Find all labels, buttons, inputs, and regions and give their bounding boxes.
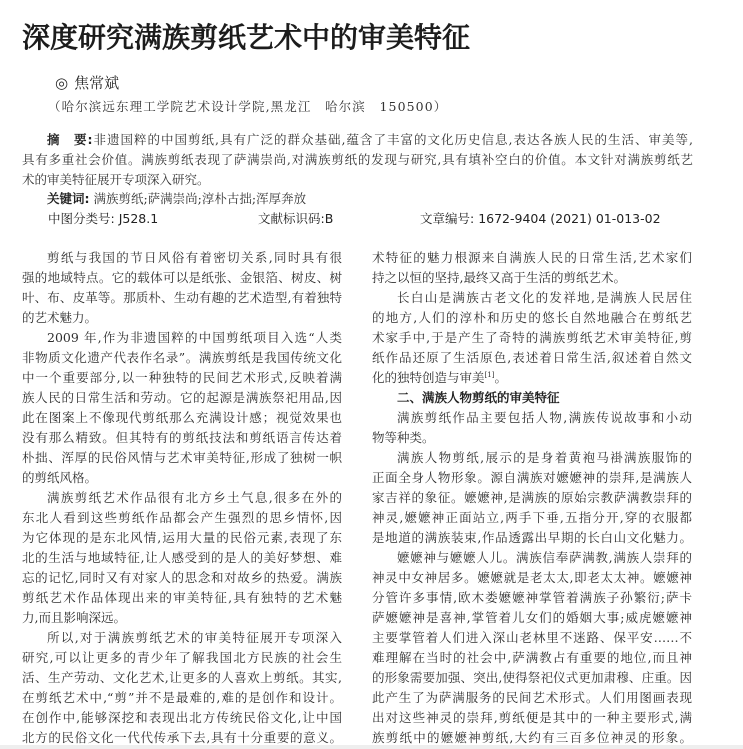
text-line: 主要掌管着人们进入深山老林里不迷路、保平安……不 (372, 630, 692, 645)
clc-value: J528.1 (114, 211, 159, 226)
text-line: 的剪纸风格。 (22, 470, 98, 485)
text-line: 是地道的满族装束,作品透露出早期的长白山文化魅力。 (372, 530, 692, 545)
text-line: 长白山是满族古老文化的发祥地,是满族人民居住 (397, 290, 692, 305)
paragraph (22, 628, 342, 748)
text-line: 东北人看到这些剪纸作品都会产生强烈的思乡情怀,因 (22, 510, 342, 525)
text-line: 此在图案上不像现代剪纸那么充满设计感；视觉效果也 (22, 410, 342, 425)
article-number-label: 文章编号: (420, 211, 475, 226)
body-column-right (372, 248, 692, 748)
article-title: 深度研究满族剪纸艺术中的审美特征 (22, 21, 471, 54)
paragraph (372, 248, 692, 288)
abstract-line (22, 130, 693, 150)
citation-reference: [1] (484, 371, 495, 379)
text-line: 朴拙、浑厚的民俗风情与艺术审美特征,形成了独树一帜 (22, 450, 342, 465)
text-line: 神灵中女神居多。嬷嬷就是老太太,即老太太神。嬷嬷神 (372, 570, 692, 585)
abstract (22, 130, 693, 190)
text-line: 中一个重要部分,以一种独特的民间艺术形式,反映着满 (22, 370, 342, 385)
text-line: 北方的民俗文化一代代传承下去,具有十分重要的意义。 (22, 730, 342, 745)
text-line: 在创作中,能够深挖和表现出北方传统民俗文化,让中国 (22, 710, 342, 725)
text-line: 满族剪纸艺术作品很有北方乡土气息,很多在外的 (47, 490, 342, 505)
text-line (372, 368, 692, 388)
article-number (420, 209, 661, 229)
text-line: 满族人物剪纸,展示的是身着黄袍马褂满族服饰的 (397, 450, 692, 465)
abstract-text: 非遗国粹的中国剪纸,具有广泛的群众基础,蕴含了丰富的文化历史信息,表达各族人民的生活、审美等, (92, 132, 693, 147)
text-line: 神灵,嬷嬷神正面站立,两手下垂,五指分开,穿的衣服都 (372, 510, 692, 525)
text-line: 物等种类。 (372, 430, 435, 445)
author-line (55, 73, 119, 93)
document-code-label: 文献标识码: (258, 211, 325, 226)
text-line: 嬷嬷神与嬷嬷人儿。满族信奉萨满教,满族人崇拜的 (397, 550, 692, 565)
text-line: 叶、布、皮革等。那质朴、生动有趣的艺术造型,有着独特 (22, 290, 342, 305)
text-line: 强的地域特点。它的载体可以是纸张、金银箔、树皮、树 (22, 270, 342, 285)
text-line: 研究,可以让更多的青少年了解我国北方民族的社会生 (22, 650, 342, 665)
paragraph (22, 328, 342, 488)
clc-label: 中图分类号: (48, 211, 115, 226)
text-line: 族人民的日常生活和劳动。它的起源是满族祭祀用品,因 (22, 390, 342, 405)
text-line: 的艺术魅力。 (22, 310, 98, 325)
text-line-content: 化的独特创造与审美 (372, 370, 485, 385)
text-line: 术家手中,于是产生了奇特的满族剪纸艺术审美特征,剪 (372, 330, 692, 345)
paragraph (22, 488, 342, 628)
keywords (47, 189, 306, 209)
author-affiliation: （哈尔滨远东理工学院艺术设计学院,黑龙江 哈尔滨 150500） (48, 99, 448, 114)
text-line: 非物质文化遗产代表作名录”。满族剪纸是我国传统文化 (22, 350, 342, 365)
document-code-value: B (324, 211, 334, 226)
clc-number (48, 209, 158, 229)
text-line: 家吉祥的象征。嬷嬷神,是满族的原始宗教萨满教崇拜的 (372, 490, 692, 505)
text-line: 族剪纸中的嬷嬷神剪纸,大约有三百多位神灵的形象。 (372, 730, 692, 745)
text-line: 分管许多事情,欧木娄嬷嬷神掌管着满族子孙繁衍;萨卡 (372, 590, 692, 605)
paragraph (372, 548, 692, 748)
text-line: 2009 年,作为非遗国粹的中国剪纸项目入选“人类 (47, 330, 342, 345)
abstract-line: 具有多重社会价值。满族剪纸表现了萨满崇尚,对满族剪纸的发现与研究,具有填补空白的价值。本文针对满族剪纸艺 (22, 152, 693, 167)
text-line: 纸作品还原了生活原色,表述着日常生活,叙述着自然文 (372, 350, 692, 365)
page-bottom-edge (0, 745, 743, 749)
text-line: 所以,对于满族剪纸艺术的审美特征展开专项深入 (47, 630, 342, 645)
abstract-label: 摘 要: (47, 132, 93, 147)
keywords-value: 满族剪纸;萨满崇尚;淳朴古拙;浑厚奔放 (89, 191, 307, 206)
text-line-tail: 。 (494, 370, 507, 385)
keywords-label: 关键词: (47, 191, 90, 206)
paragraph (372, 288, 692, 388)
author-bullet-icon: ◎ (55, 74, 69, 92)
abstract-line: 术的审美特征展开专项深入研究。 (22, 172, 210, 187)
section-heading: 二、满族人物剪纸的审美特征 (397, 390, 560, 405)
text-line: 的地方,人们的淳朴和历史的悠长自然地融合在剪纸艺 (372, 310, 692, 325)
body-column-left (22, 248, 342, 748)
text-line: 此产生了为萨满服务的民间艺术形式。人们用图画表现 (372, 690, 692, 705)
document-code (258, 209, 333, 229)
text-line: 剪纸艺术作品体现出来的审美特征,具有独特的艺术魅 (22, 590, 342, 605)
text-line: 活、生产劳动、文化艺术,让更多的人喜欢上剪纸。其实, (22, 670, 342, 685)
text-line: 北的生活与地域特征,让人感受到的是人的美好梦想、难 (22, 550, 342, 565)
text-line: 忘的记忆,同时又有对家人的思念和对故乡的热爱。满族 (22, 570, 342, 585)
text-line: 术特征的魅力根源来自满族人民的日常生活,艺术家们 (372, 250, 692, 265)
text-line: 满族剪纸作品主要包括人物,满族传说故事和小动 (397, 410, 692, 425)
paragraph (372, 448, 692, 548)
paragraph (22, 248, 342, 328)
text-line: 的形象需要加强、突出,使得祭祀仪式更加肃穆、庄重。因 (372, 670, 692, 685)
text-line: 剪纸与我国的节日风俗有着密切关系,同时具有很 (47, 250, 342, 265)
text-line: 没有那么精致。但其特有的剪纸技法和剪纸语言传达着 (22, 430, 342, 445)
text-line: 萨嬷嬷神是喜神,掌管着儿女们的婚姻大事;威虎嬷嬷神 (372, 610, 692, 625)
author-name: 焦常斌 (74, 74, 120, 92)
text-line: 为它体现的是东北风情,运用大量的民俗元素,表现了东 (22, 530, 342, 545)
text-line: 持之以恒的坚持,最终又高于生活的剪纸艺术。 (372, 270, 626, 285)
text-line: 难理解在当时的社会中,萨满教占有重要的地位,而且神 (372, 650, 692, 665)
paragraph (372, 408, 692, 448)
article-number-value: 1672-9404 (2021) 01-013-02 (474, 211, 661, 226)
text-line: 力,而且影响深远。 (22, 610, 126, 625)
text-line: 在剪纸艺术中,“剪”并不是最难的,难的是创作和设计。 (22, 690, 342, 705)
text-line: 出对这些神灵的崇拜,剪纸便是其中的一种主要形式,满 (372, 710, 692, 725)
text-line: 正面全身人物形象。源自满族对嬷嬷神的崇拜,是满族人 (372, 470, 692, 485)
